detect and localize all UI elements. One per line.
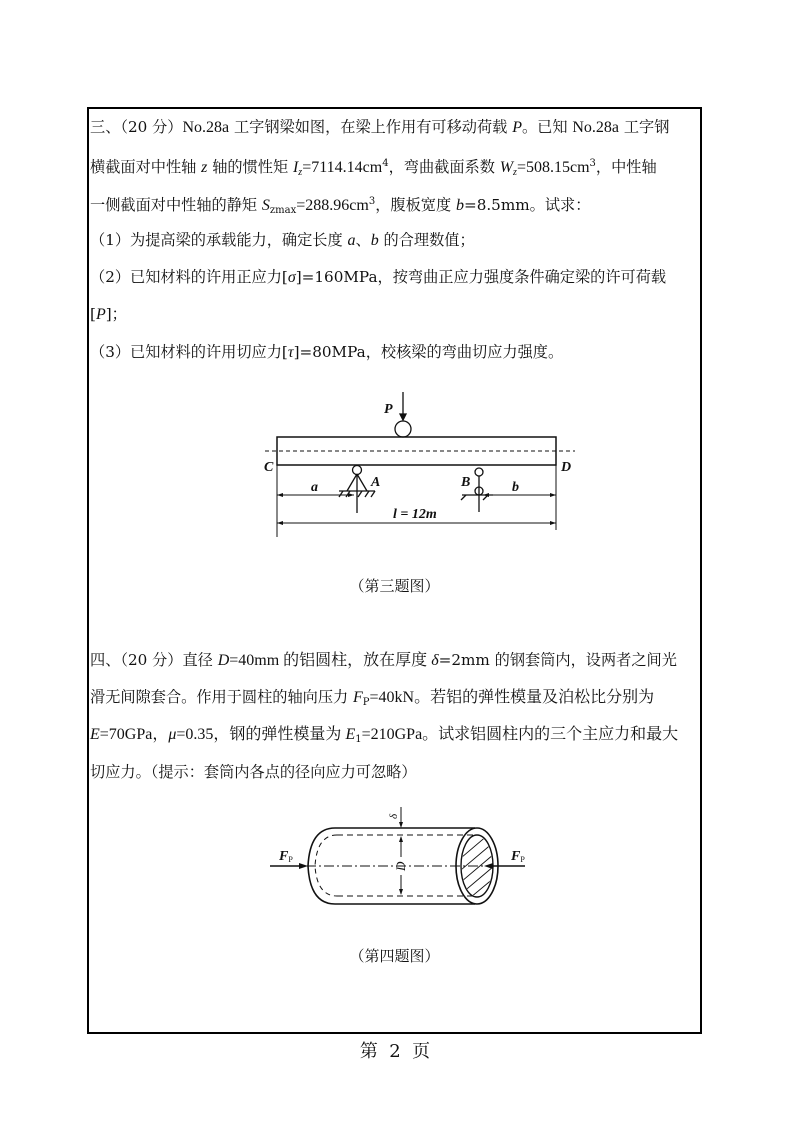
label-Fp-left: FP: [279, 849, 293, 864]
q3-item-1: [90, 230, 702, 251]
label-delta: δ: [388, 813, 400, 819]
sub-1: 1: [355, 734, 362, 745]
var-P: P: [512, 119, 522, 136]
label-B: B: [461, 475, 471, 490]
load-arrowhead: [400, 414, 406, 420]
var-b: b: [455, 197, 464, 214]
var-D: D: [217, 652, 230, 669]
q3-text: ]=160MPa，按弯曲正应力强度条件确定梁的许可荷载: [295, 268, 667, 286]
beam-body: [277, 437, 556, 465]
q3-heading: 三、（20 分）: [90, 118, 183, 136]
q4-line-1: [90, 650, 702, 671]
arrowhead: [299, 863, 308, 869]
var-delta: δ: [431, 652, 439, 669]
label-a: a: [311, 480, 318, 495]
label-D: D: [393, 861, 408, 871]
sub-z: z: [513, 167, 517, 178]
q3-item-2-cont: [90, 304, 702, 325]
q3-text: （3）已知材料的许用切应力[: [90, 343, 288, 361]
load-roller: [395, 421, 411, 437]
label-D: D: [561, 460, 572, 475]
q3-text: =8.5mm。试求：: [463, 196, 591, 214]
q3-text: 横截面对中性轴: [90, 158, 202, 176]
arrowhead: [399, 822, 403, 828]
q3-text: （1）为提高梁的承载能力，确定长度: [90, 231, 348, 249]
var-b: b: [370, 232, 379, 249]
q4-text: =210GPa。试求铝圆柱内的三个主应力和最大: [361, 726, 679, 743]
var-F: F: [353, 689, 363, 706]
q4-text: =2mm 的钢套筒内，设两者之间光: [438, 651, 677, 669]
sub-zmax: zmax: [269, 205, 297, 216]
q4-text: =0.35，钢的弹性模量为: [176, 726, 346, 743]
label-A: A: [371, 475, 381, 490]
q4-line-4: 切应力。（提示：套筒内各点的径向应力可忽略）: [90, 763, 417, 781]
q3-text: ]；: [105, 305, 127, 323]
q3-text: 、: [355, 231, 371, 249]
sup: 3: [589, 158, 596, 169]
q3-text: ，弯曲截面系数: [388, 158, 500, 176]
q3-text: （2）已知材料的许用正应力[: [90, 268, 288, 286]
q3-text: 。已知: [521, 118, 573, 136]
tube-figure: [255, 795, 555, 935]
q3-text: No.28a: [182, 119, 230, 136]
q3-text: [: [90, 305, 96, 323]
q4-text: =70GPa，: [99, 726, 169, 743]
arrowhead: [399, 836, 403, 842]
var-E1: E: [345, 726, 356, 743]
q3-text: 一侧截面对中性轴的静矩: [90, 196, 262, 214]
label-l: l = 12m: [393, 507, 437, 522]
var-tau: τ: [287, 344, 294, 361]
value-S: =288.96cm: [296, 197, 369, 214]
arrowhead: [550, 493, 556, 497]
q4-line-2: [90, 687, 702, 713]
page-number: 第 2 页: [359, 1041, 431, 1062]
q4-line-3: [90, 724, 702, 750]
var-z: z: [201, 159, 208, 176]
arrowhead: [550, 521, 556, 525]
q3-text: 工字钢: [619, 118, 670, 136]
sub-P: P: [362, 697, 370, 708]
figure-3-caption: （第三题图）: [349, 577, 440, 595]
figure-4-caption: （第四题图）: [349, 947, 440, 965]
q4-text: 滑无间隙套合。作用于圆柱的轴向压力: [90, 688, 354, 706]
q3-text: No.28a: [572, 119, 620, 136]
label-Fp-right: FP: [511, 849, 525, 864]
arrowhead: [399, 889, 403, 895]
q3-text: 工字钢梁如图，在梁上作用有可移动荷载: [229, 118, 513, 136]
support-a: [339, 466, 375, 514]
var-S: S: [261, 197, 270, 214]
arrowhead: [348, 493, 354, 497]
q4-text: =40mm 的铝圆柱，放在厚度: [229, 652, 432, 669]
var-P: P: [95, 306, 106, 323]
q3-text: ]=80MPa，校核梁的弯曲切应力强度。: [293, 343, 564, 361]
q3-item-3: [90, 342, 702, 363]
value-Wz: =508.15cm: [516, 159, 590, 176]
var-a: a: [347, 232, 356, 249]
label-b: b: [512, 480, 519, 495]
q3-line-1: [90, 117, 702, 138]
q3-text: ，腹板宽度: [375, 196, 456, 214]
arrowhead: [484, 863, 493, 869]
arrowhead: [277, 521, 283, 525]
q3-item-2: [90, 267, 702, 288]
q4-heading: 四、（20 分）直径: [90, 651, 218, 669]
q3-line-2: [90, 154, 702, 183]
var-I: I: [292, 159, 299, 176]
var-sigma: σ: [287, 269, 296, 286]
sup: 3: [368, 196, 376, 207]
q3-text: 的合理数值；: [378, 231, 475, 249]
q3-text: 轴的惯性矩: [207, 158, 293, 176]
arrowhead: [277, 493, 283, 497]
value-Iz: =7114.14cm: [302, 159, 383, 176]
label-P: P: [384, 402, 393, 417]
var-W: W: [499, 159, 514, 176]
q4-text: =40kN。若铝的弹性模量及泊松比分别为: [369, 689, 655, 706]
var-mu: μ: [168, 726, 177, 743]
sup: 4: [382, 158, 389, 169]
sub-z: z: [298, 167, 303, 178]
q3-text: ，中性轴: [595, 158, 657, 176]
q3-line-3: [90, 192, 702, 221]
beam-figure: [255, 390, 585, 540]
label-C: C: [264, 460, 274, 475]
var-E: E: [90, 726, 100, 743]
